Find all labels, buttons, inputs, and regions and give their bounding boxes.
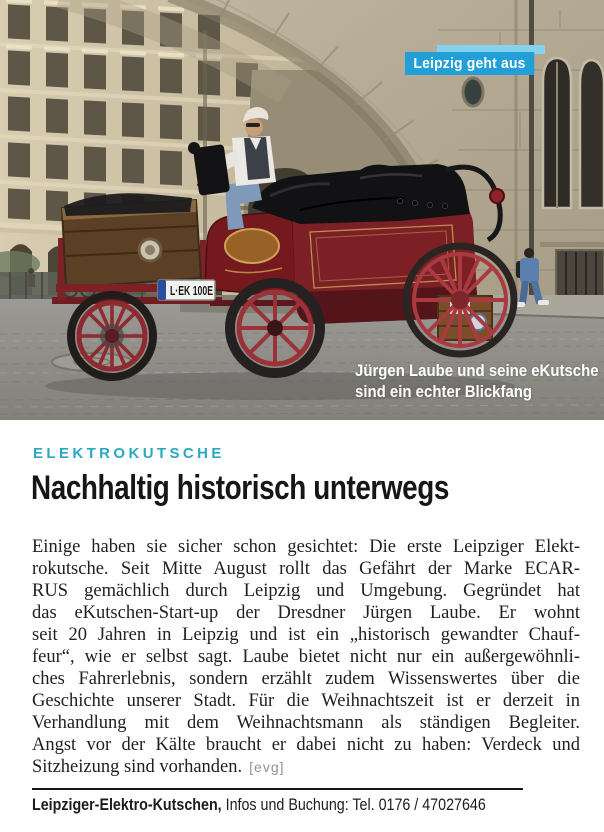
body-line: feur“, wie er selbst sagt. Laube bietet nicht nur ein außergewöhnli- — [32, 647, 580, 667]
sunglasses — [246, 123, 260, 127]
rear-left-wheel — [71, 295, 153, 377]
body-lines — [32, 536, 580, 756]
body-line: seit 20 Jahren in Leipzig und ist ein „historisch gewandter Chauf- — [32, 625, 580, 645]
kicker: ELEKTROKUTSCHE — [33, 445, 225, 462]
footer-contact: Infos und Buchung: Tel. 0176 / 47027646 — [221, 795, 486, 814]
footer-company: Leipziger-Elektro-Kutschen, — [32, 795, 222, 814]
distant-person — [28, 268, 35, 287]
body-line: Einige haben sie sicher schon gesichtet: Die erste Leipziger Elekt- — [32, 537, 580, 557]
wooden-box — [56, 193, 208, 292]
body-line: Geschichte unserer Stadt. Für die Weihnachtszeit ist er derzeit in — [32, 691, 580, 711]
body-line: RUS gemächlich durch Leipzig und Umgebung. Gegründet hat — [32, 581, 580, 601]
body-last-line — [32, 756, 580, 778]
rear-right-wheel — [406, 246, 514, 354]
license-plate-text: L·EK 100E — [170, 283, 214, 298]
photo-caption-line: Jürgen Laube und seine eKutsche — [355, 361, 599, 380]
section-badge-label: Leipzig geht aus — [413, 55, 526, 72]
footer-text — [32, 795, 486, 815]
author-byline: [evg] — [249, 759, 285, 775]
photo-caption-line: sind ein echter Blickfang — [355, 382, 533, 401]
body-last-text: Sitzheizung sind vorhanden. — [32, 757, 243, 777]
body-line: Verhandlung mit dem Weihnachtsmann als ständigen Begleiter. — [32, 713, 580, 733]
footer — [32, 788, 523, 815]
oval-window — [463, 78, 483, 106]
front-left-wheel — [230, 283, 320, 373]
section-badge — [405, 52, 534, 75]
headline: Nachhaltig historisch unterwegs — [31, 469, 449, 507]
license-plate — [158, 280, 215, 300]
body-line: rokutsche. Seit Mitte August rollt das Gefährt der Marke ECAR- — [32, 559, 580, 579]
body-line: das eKutschen-Start-up der Dresdner Jürgen Laube. Er wohnt — [32, 603, 580, 623]
body-text — [32, 536, 580, 778]
body-line: ches Fahrerlebnis, sondern erzählt zudem Wissenswertes über die — [32, 669, 580, 689]
photo-caption — [355, 360, 599, 402]
body-line: Angst vor der Kälte braucht er dabei nicht zu haben: Verdeck und — [32, 735, 580, 755]
